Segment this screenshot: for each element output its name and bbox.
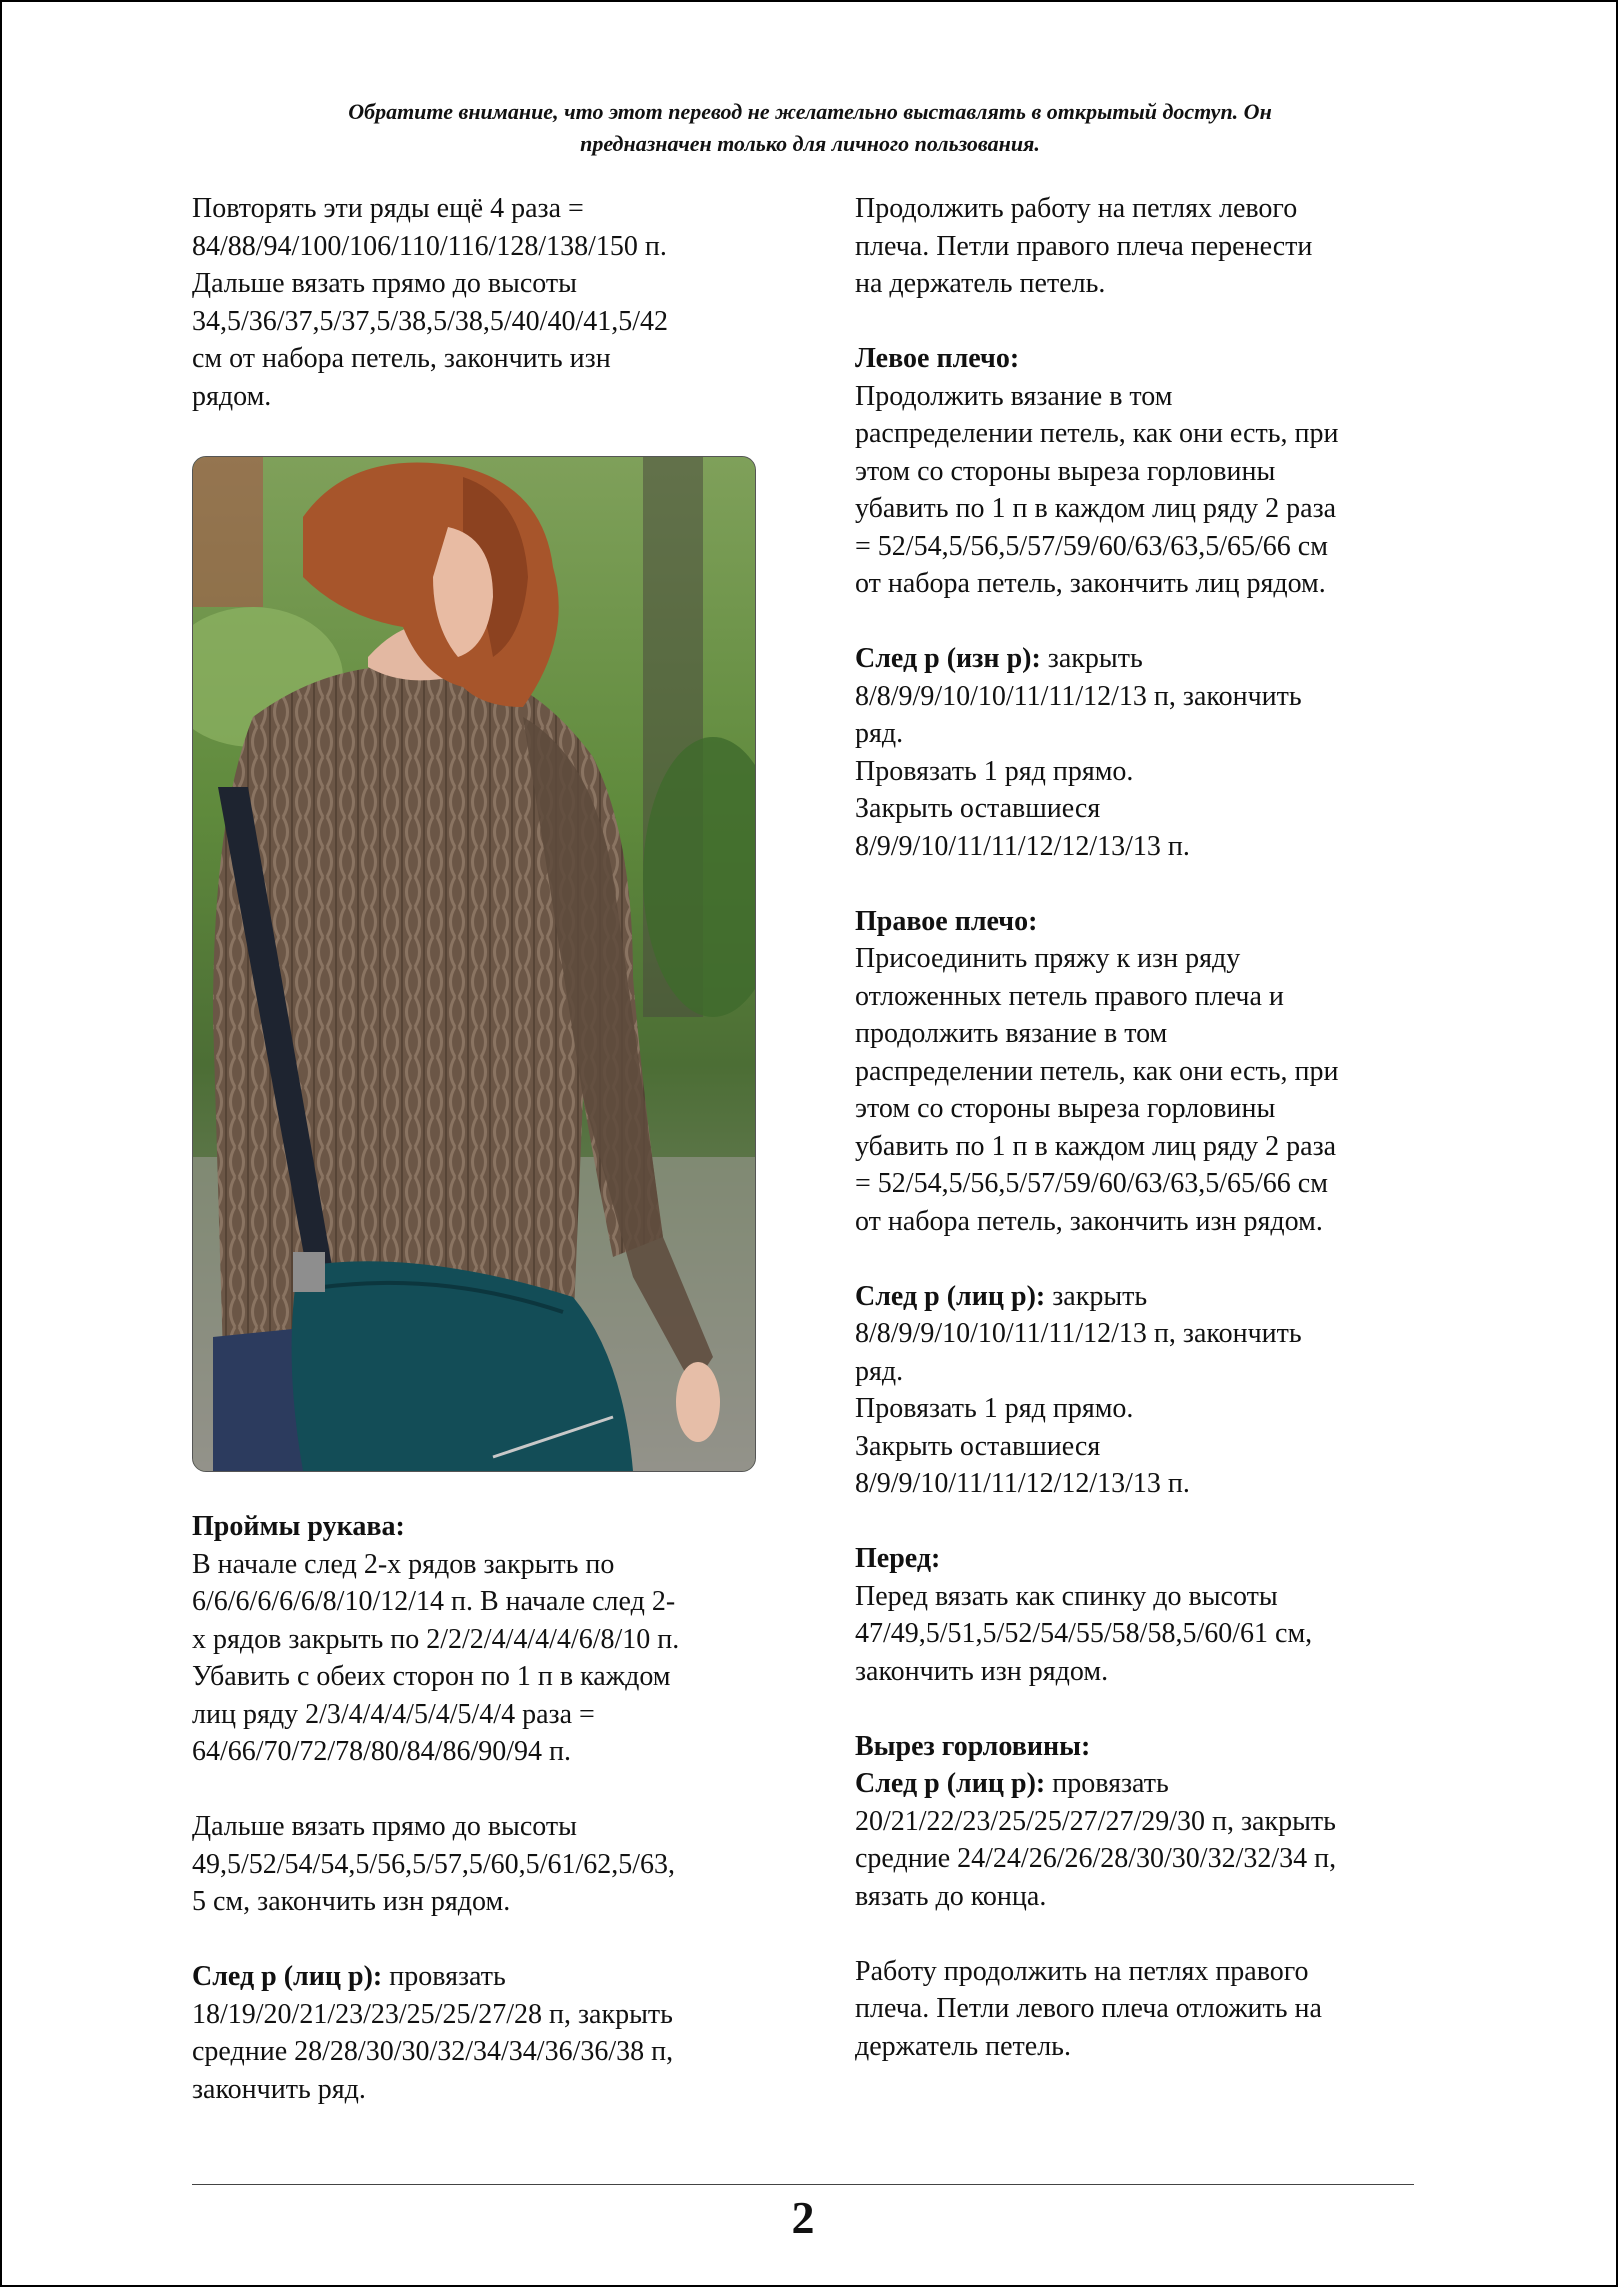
- text-line: 6/6/6/6/6/6/8/10/12/14 п. В начале след 2-: [192, 1586, 676, 1617]
- text-line: вязать до конца.: [855, 1880, 1047, 1912]
- text-line: этом со стороны выреза горловины: [855, 1093, 1276, 1124]
- row-label: След р (лиц р):: [855, 1280, 1046, 1312]
- text-line: отложенных петель правого плеча и: [855, 980, 1284, 1012]
- text-line: закончить изн рядом.: [855, 1655, 1109, 1687]
- sweater-photo: [192, 456, 756, 1472]
- text-line: закончить ряд.: [192, 2073, 366, 2105]
- photo-illustration: [193, 457, 755, 1471]
- page-number: 2: [791, 2192, 815, 2243]
- armhole-heading: Проймы рукава:: [192, 1511, 405, 1542]
- row-label: След р (изн р):: [855, 643, 1041, 674]
- text-line: рядом.: [192, 380, 272, 412]
- text-line: 20/21/22/23/25/25/27/27/29/30 п, закрыть: [855, 1805, 1336, 1837]
- text-line: ряд.: [855, 1355, 904, 1387]
- row-label: След р (лиц р):: [855, 1768, 1046, 1799]
- text-span: провязать: [1045, 1768, 1169, 1799]
- text-line: держатель петель.: [855, 2030, 1071, 2062]
- text-line: распределении петель, как они есть, при: [855, 418, 1339, 449]
- text-line: Продолжить вязание в том: [855, 380, 1173, 412]
- neck-heading: Вырез горловины:: [855, 1730, 1091, 1762]
- text-line: 64/66/70/72/78/80/84/86/90/94 п.: [192, 1736, 571, 1767]
- front-heading: Перед:: [855, 1543, 941, 1574]
- text-line: продолжить вязание в том: [855, 1018, 1168, 1049]
- text-line: на держатель петель.: [855, 268, 1106, 299]
- text-line: В начале след 2-х рядов закрыть по: [192, 1548, 615, 1580]
- notice-line-1: Обратите внимание, что этот перевод не желательно выставлять в открытый доступ. Он: [348, 99, 1272, 124]
- text-line: Повторять эти ряды ещё 4 раза =: [192, 193, 584, 224]
- text-line: средние 24/24/26/26/28/30/30/32/32/34 п,: [855, 1843, 1337, 1874]
- text-line: х рядов закрыть по 2/2/2/4/4/4/4/6/8/10 п.: [192, 1623, 680, 1655]
- notice-line-2: предназначен только для личного пользования.: [580, 131, 1040, 156]
- text-line: средние 28/28/30/30/32/34/34/36/36/38 п,: [192, 2036, 674, 2067]
- text-line: 47/49,5/51,5/52/54/55/58/58,5/60/61 см,: [855, 1618, 1313, 1649]
- text-line: 5 см, закончить изн рядом.: [192, 1886, 511, 1917]
- text-line: Продолжить работу на петлях левого: [855, 193, 1298, 224]
- text-line: ряд.: [855, 718, 904, 749]
- text-line: 8/9/9/10/11/11/12/12/13/13 п.: [855, 1468, 1190, 1499]
- text-line: Провязать 1 ряд прямо.: [855, 1393, 1134, 1424]
- text-line: от набора петель, закончить изн рядом.: [855, 1205, 1323, 1237]
- copyright-notice: [192, 96, 1428, 160]
- text-span: закрыть: [1045, 1280, 1148, 1312]
- text-line: Дальше вязать прямо до высоты: [192, 268, 577, 299]
- text-line: этом со стороны выреза горловины: [855, 455, 1276, 487]
- text-line: Провязать 1 ряд прямо.: [855, 755, 1134, 787]
- text-line: убавить по 1 п в каждом лиц ряду 2 раза: [855, 493, 1337, 524]
- text-line: Перед вязать как спинку до высоты: [855, 1580, 1278, 1612]
- right-column: [855, 190, 1445, 2065]
- text-line: Закрыть оставшиеся: [855, 793, 1101, 824]
- left-armhole-section: [192, 1508, 772, 2108]
- text-span: закрыть: [1040, 643, 1143, 674]
- text-line: 18/19/20/21/23/23/25/25/27/28 п, закрыть: [192, 1998, 673, 2030]
- text-line: = 52/54,5/56,5/57/59/60/63/63,5/65/66 см: [855, 1168, 1328, 1199]
- text-line: убавить по 1 п в каждом лиц ряду 2 раза: [855, 1130, 1337, 1162]
- left-intro: [192, 190, 772, 415]
- text-line: Закрыть оставшиеся: [855, 1430, 1101, 1462]
- text-line: плеча. Петли правого плеча перенести: [855, 230, 1313, 262]
- text-line: Присоединить пряжу к изн ряду: [855, 943, 1241, 974]
- text-line: 84/88/94/100/106/110/116/128/138/150 п.: [192, 230, 667, 262]
- text-line: плеча. Петли левого плеча отложить на: [855, 1993, 1322, 2024]
- text-line: 8/9/9/10/11/11/12/12/13/13 п.: [855, 830, 1190, 862]
- text-line: 8/8/9/9/10/10/11/11/12/13 п, закончить: [855, 680, 1302, 712]
- text-line: Убавить с обеих сторон по 1 п в каждом: [192, 1661, 671, 1692]
- right-shoulder-heading: Правое плечо:: [855, 905, 1038, 937]
- text-line: 49,5/52/54/54,5/56,5/57,5/60,5/61/62,5/63,: [192, 1848, 676, 1880]
- text-line: лиц ряду 2/3/4/4/4/5/4/5/4/4 раза =: [192, 1698, 595, 1730]
- text-line: Работу продолжить на петлях правого: [855, 1955, 1309, 1987]
- text-line: Дальше вязать прямо до высоты: [192, 1811, 577, 1842]
- text-line: см от набора петель, закончить изн: [192, 343, 611, 374]
- left-shoulder-heading: Левое плечо:: [855, 343, 1020, 374]
- text-line: 34,5/36/37,5/37,5/38,5/38,5/40/40/41,5/42: [192, 305, 669, 337]
- text-line: распределении петель, как они есть, при: [855, 1055, 1339, 1087]
- footer-divider: [192, 2184, 1414, 2185]
- text-line: 8/8/9/9/10/10/11/11/12/13 п, закончить: [855, 1318, 1302, 1349]
- text-span: провязать: [382, 1961, 506, 1992]
- text-line: = 52/54,5/56,5/57/59/60/63/63,5/65/66 см: [855, 530, 1328, 562]
- row-label: След р (лиц р):: [192, 1961, 383, 1992]
- text-line: от набора петель, закончить лиц рядом.: [855, 568, 1326, 599]
